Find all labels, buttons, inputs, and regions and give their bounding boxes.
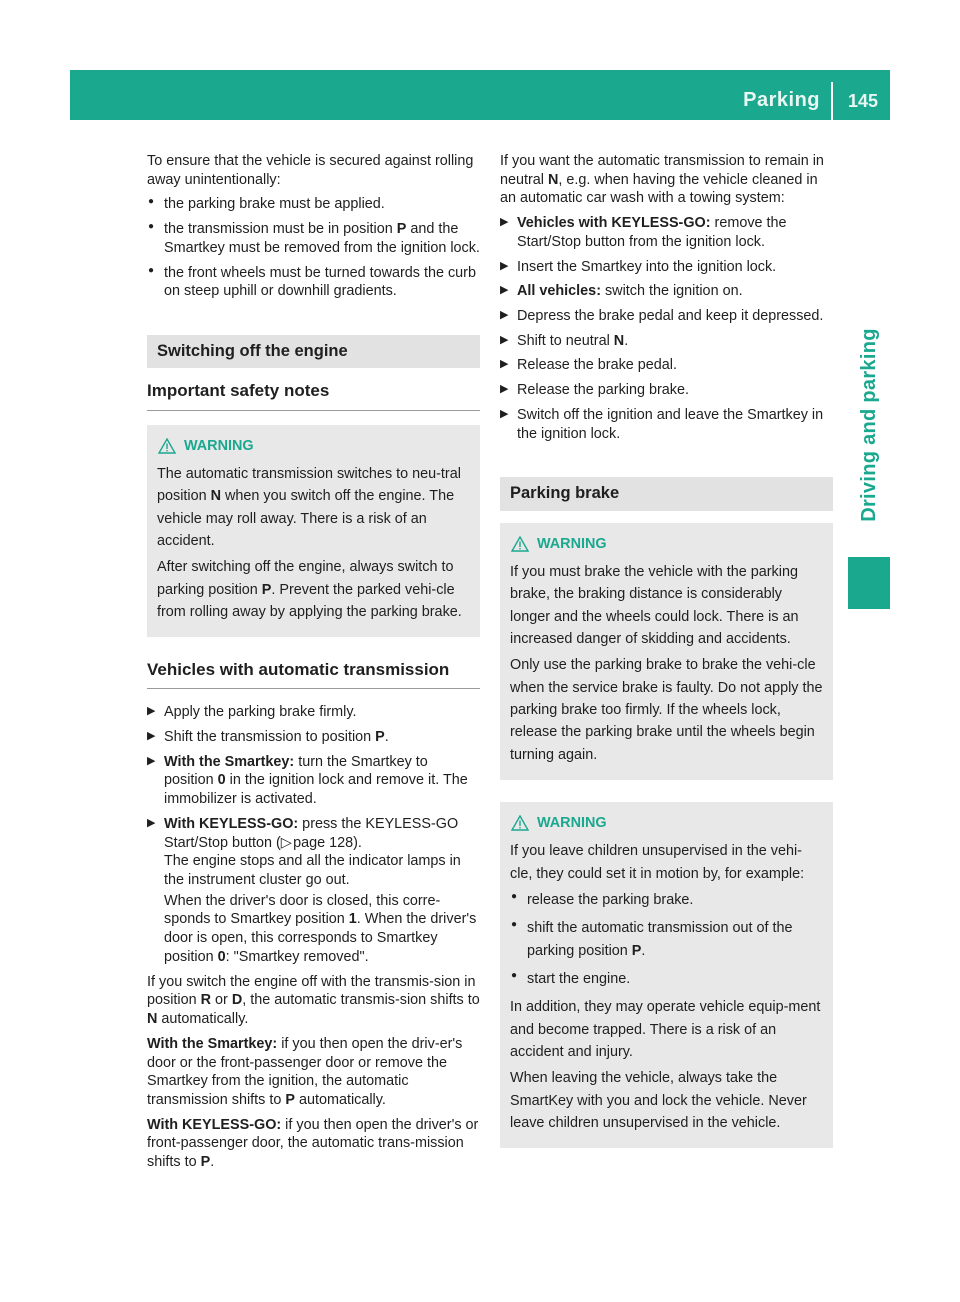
- warning-text: If you leave children unsupervised in the vehi-cle, they could set it in motion by, for example:: [510, 843, 805, 882]
- page-ref-arrow-icon: ▷: [280, 834, 292, 851]
- warning-label: WARNING: [184, 437, 254, 454]
- instruction-step: ▶ Shift the transmission to position P.: [147, 728, 480, 747]
- page-header: [70, 70, 890, 120]
- list-item: ● release the parking brake.: [510, 889, 824, 911]
- list-item: ● the front wheels must be turned towards the curb on steep uphill or downhill gradients.: [147, 264, 480, 301]
- warning-text: In addition, they may operate vehicle equip-ment and become trapped. There is a risk of an accident and injury.: [510, 999, 821, 1061]
- subheading: Vehicles with automatic transmission: [147, 659, 480, 689]
- list-item: ● the parking brake must be applied.: [147, 195, 480, 214]
- intro-paragraph: If you want the automatic transmission to remain in neutral N, e.g. when having the vehicle cleaned in an automatic car wash with a towing system:: [500, 153, 824, 207]
- body-paragraph: If you switch the engine off with the transmis-sion in position R or D, the automatic transmis-sion shifts to N automatically.: [147, 973, 480, 1028]
- side-chapter-label: [848, 305, 890, 545]
- warning-text: The automatic transmission switches to neu-tral position N when you switch off the engine. The vehicle may roll away. There is a risk of an accident.: [157, 465, 461, 549]
- instruction-step: ▶ Release the brake pedal.: [500, 356, 833, 375]
- warning-box: [147, 425, 480, 638]
- instruction-step: ▶ With the Smartkey: turn the Smartkey to position 0 in the ignition lock and remove it. The immobilizer is activated.: [147, 753, 480, 809]
- instruction-step: ▶ Release the parking brake.: [500, 381, 833, 400]
- page-reference-link[interactable]: page 128: [293, 834, 354, 851]
- chapter-title: Parking: [743, 89, 820, 111]
- page-number: 145: [847, 91, 878, 111]
- warning-triangle-icon: [511, 815, 529, 831]
- section-heading: Parking brake: [500, 477, 833, 510]
- instruction-step: ▶ Vehicles with KEYLESS-GO: remove the Start/Stop button from the ignition lock.: [500, 214, 833, 251]
- warning-triangle-icon: [158, 438, 176, 454]
- right-column: [500, 152, 833, 1170]
- header-divider: [831, 82, 833, 120]
- list-item: ● the transmission must be in position P and the Smartkey must be removed from the ignition lock.: [147, 220, 480, 257]
- instruction-step: ▶ Insert the Smartkey into the ignition lock.: [500, 258, 833, 277]
- warning-header: [510, 533, 824, 555]
- body-paragraph: With the Smartkey: if you then open the driv-er's door or the front-passenger door or remove the Smartkey from the ignition, the automatic transmission shifts to P automatically.: [147, 1035, 463, 1108]
- warning-text: When leaving the vehicle, always take the SmartKey with you and lock the vehicle. Never leave children unsupervised in the vehicle.: [510, 1070, 807, 1131]
- warning-text: If you must brake the vehicle with the parking brake, the braking distance is considerably longer and the wheels could lock. There is an increased danger of skidding and accidents.: [510, 564, 799, 648]
- section-heading: Switching off the engine: [147, 335, 480, 368]
- instruction-step: ▶ All vehicles: switch the ignition on.: [500, 282, 833, 301]
- warning-label: WARNING: [537, 535, 607, 552]
- subheading: Important safety notes: [147, 380, 480, 410]
- side-thumb-tab: [848, 557, 890, 609]
- step-note: When the driver's door is closed, this corre-sponds to Smartkey position 1. When the driver's door is open, this corresponds to Smartkey position 0: "Smartkey removed".: [164, 892, 477, 965]
- warning-box: [500, 523, 833, 780]
- intro-paragraph: To ensure that the vehicle is secured against rolling away unintentionally:: [147, 153, 474, 188]
- warning-text: Only use the parking brake to brake the vehi-cle when the service brake is faulty. Do not apply the parking brake too firmly. If the wheels lock, release the parking brake until the wheels begin turning again.: [510, 657, 823, 763]
- list-item: ● start the engine.: [510, 968, 824, 990]
- body-paragraph: With KEYLESS-GO: if you then open the driver's or front-passenger door, the automatic trans-mission shifts to P.: [147, 1116, 479, 1171]
- instruction-step: ▶ With KEYLESS-GO: press the KEYLESS-GO Start/Stop button (▷ page 128). The engine stops and all the indicator lamps in the instrument cluster go out.: [147, 815, 480, 890]
- warning-text: After switching off the engine, always switch to parking position P. Prevent the parked vehi-cle from rolling away by applying the parking brake.: [157, 559, 462, 620]
- left-column: [147, 152, 480, 1178]
- instruction-step: ▶ Switch off the ignition and leave the Smartkey in the ignition lock.: [500, 406, 833, 443]
- warning-triangle-icon: [511, 536, 529, 552]
- list-item: ● shift the automatic transmission out of the parking position P.: [510, 917, 824, 962]
- warning-header: [157, 435, 471, 457]
- warning-label: WARNING: [537, 815, 607, 832]
- warning-box: [500, 802, 833, 1148]
- instruction-step: ▶ Depress the brake pedal and keep it depressed.: [500, 307, 833, 326]
- instruction-step: ▶ Shift to neutral N.: [500, 332, 833, 351]
- warning-header: [510, 812, 824, 834]
- side-chapter-text: Driving and parking: [858, 328, 880, 522]
- instruction-step: ▶ Apply the parking brake firmly.: [147, 703, 480, 722]
